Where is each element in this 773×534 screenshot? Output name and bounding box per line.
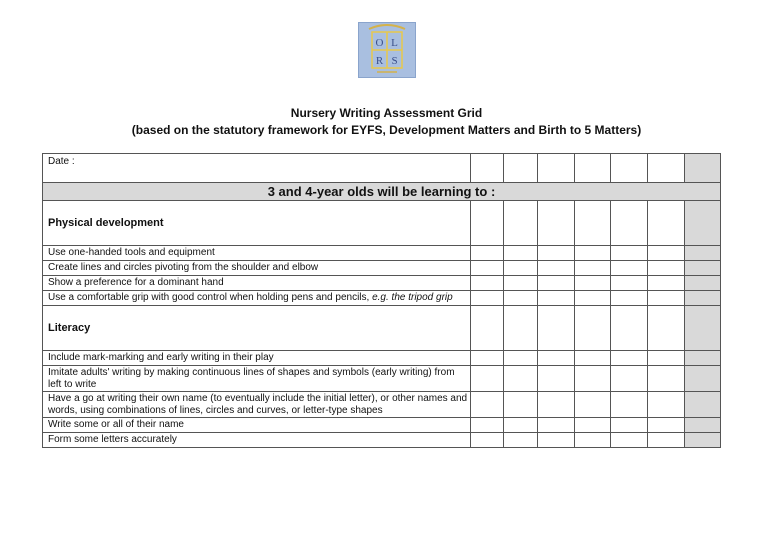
- assessment-cell[interactable]: [648, 291, 685, 306]
- assessment-cell[interactable]: [471, 351, 504, 366]
- criterion-text: Write some or all of their name: [43, 418, 471, 433]
- assessment-cell[interactable]: [611, 246, 648, 261]
- assessment-cell[interactable]: [575, 433, 611, 448]
- assessment-cell[interactable]: [471, 433, 504, 448]
- assessment-cell[interactable]: [471, 306, 504, 351]
- shaded-cell: [685, 306, 721, 351]
- assessment-cell[interactable]: [575, 201, 611, 246]
- shaded-cell: [685, 392, 721, 418]
- assessment-cell[interactable]: [538, 418, 575, 433]
- grid-heading: 3 and 4-year olds will be learning to :: [43, 183, 721, 201]
- school-logo: [358, 22, 416, 78]
- assessment-cell[interactable]: [611, 201, 648, 246]
- assessment-cell[interactable]: [471, 276, 504, 291]
- assessment-cell[interactable]: [538, 366, 575, 392]
- date-cell[interactable]: [504, 154, 538, 183]
- table-row: [43, 291, 721, 306]
- assessment-cell[interactable]: [538, 246, 575, 261]
- assessment-cell[interactable]: [648, 276, 685, 291]
- page-title: Nursery Writing Assessment Grid: [290, 106, 483, 120]
- shaded-cell: [685, 366, 721, 392]
- date-cell[interactable]: [611, 154, 648, 183]
- assessment-cell[interactable]: [648, 433, 685, 448]
- logo-crest-icon: [359, 23, 415, 77]
- table-row: [43, 351, 721, 366]
- logo-letter-l: L: [391, 37, 398, 49]
- table-row: [43, 246, 721, 261]
- shaded-cell: [685, 201, 721, 246]
- table-row: [43, 433, 721, 448]
- assessment-cell[interactable]: [538, 276, 575, 291]
- assessment-cell[interactable]: [538, 306, 575, 351]
- assessment-cell[interactable]: [611, 261, 648, 276]
- assessment-cell[interactable]: [575, 366, 611, 392]
- assessment-cell[interactable]: [504, 261, 538, 276]
- assessment-cell[interactable]: [471, 418, 504, 433]
- shaded-cell: [685, 418, 721, 433]
- assessment-cell[interactable]: [611, 351, 648, 366]
- assessment-cell[interactable]: [648, 366, 685, 392]
- criterion-text: Form some letters accurately: [43, 433, 471, 448]
- section-label: Physical development: [43, 201, 471, 246]
- assessment-cell[interactable]: [611, 433, 648, 448]
- shaded-cell: [685, 154, 721, 183]
- assessment-cell[interactable]: [611, 276, 648, 291]
- assessment-cell[interactable]: [648, 201, 685, 246]
- assessment-cell[interactable]: [575, 351, 611, 366]
- page-subtitle: (based on the statutory framework for EYFS, Development Matters and Birth to 5 Matters): [131, 123, 642, 137]
- table-row: [43, 418, 721, 433]
- assessment-cell[interactable]: [611, 392, 648, 418]
- logo-letter-s: S: [391, 55, 398, 67]
- assessment-cell[interactable]: [504, 246, 538, 261]
- shaded-cell: [685, 433, 721, 448]
- assessment-cell[interactable]: [575, 276, 611, 291]
- assessment-cell[interactable]: [504, 276, 538, 291]
- shaded-cell: [685, 291, 721, 306]
- assessment-cell[interactable]: [504, 433, 538, 448]
- assessment-cell[interactable]: [611, 418, 648, 433]
- assessment-cell[interactable]: [538, 261, 575, 276]
- assessment-cell[interactable]: [575, 392, 611, 418]
- shaded-cell: [685, 351, 721, 366]
- criterion-text: Have a go at writing their own name (to eventually include the initial letter), or other names and words, using combinations of lines, circles and curves, or letter-type shapes: [43, 392, 471, 418]
- assessment-cell[interactable]: [504, 306, 538, 351]
- date-cell[interactable]: [471, 154, 504, 183]
- criterion-main: Use a comfortable grip with good control when holding pens and pencils,: [48, 292, 373, 303]
- date-cell[interactable]: [575, 154, 611, 183]
- criterion-example: e.g. the tripod grip: [372, 292, 453, 303]
- assessment-cell[interactable]: [575, 418, 611, 433]
- assessment-cell[interactable]: [504, 291, 538, 306]
- logo-letter-r: R: [375, 55, 384, 67]
- assessment-cell[interactable]: [471, 366, 504, 392]
- assessment-cell[interactable]: [648, 306, 685, 351]
- section-row-literacy: [43, 306, 721, 351]
- section-row-physical: [43, 201, 721, 246]
- assessment-cell[interactable]: [471, 261, 504, 276]
- assessment-cell[interactable]: [648, 351, 685, 366]
- table-row: [43, 366, 721, 392]
- criterion-text: [43, 291, 471, 306]
- assessment-cell[interactable]: [648, 418, 685, 433]
- shaded-cell: [685, 261, 721, 276]
- assessment-cell[interactable]: [611, 306, 648, 351]
- assessment-cell[interactable]: [575, 261, 611, 276]
- assessment-cell[interactable]: [471, 291, 504, 306]
- assessment-cell[interactable]: [538, 291, 575, 306]
- assessment-cell[interactable]: [575, 291, 611, 306]
- assessment-cell[interactable]: [504, 366, 538, 392]
- assessment-cell[interactable]: [538, 433, 575, 448]
- assessment-cell[interactable]: [648, 246, 685, 261]
- assessment-cell[interactable]: [611, 366, 648, 392]
- assessment-cell[interactable]: [575, 246, 611, 261]
- date-row: [43, 154, 721, 183]
- shaded-cell: [685, 276, 721, 291]
- assessment-cell[interactable]: [504, 201, 538, 246]
- assessment-cell[interactable]: [471, 201, 504, 246]
- table-row: [43, 392, 721, 418]
- assessment-cell[interactable]: [648, 261, 685, 276]
- date-label: Date :: [43, 154, 471, 183]
- assessment-cell[interactable]: [471, 392, 504, 418]
- criterion-text: Include mark-marking and early writing in their play: [43, 351, 471, 366]
- assessment-cell[interactable]: [538, 201, 575, 246]
- assessment-cell[interactable]: [504, 351, 538, 366]
- logo-letter-o: O: [375, 37, 384, 49]
- assessment-cell[interactable]: [538, 392, 575, 418]
- criterion-text: Use one-handed tools and equipment: [43, 246, 471, 261]
- table-row: [43, 261, 721, 276]
- assessment-cell[interactable]: [611, 291, 648, 306]
- assessment-cell[interactable]: [575, 306, 611, 351]
- date-cell[interactable]: [648, 154, 685, 183]
- date-cell[interactable]: [538, 154, 575, 183]
- assessment-cell[interactable]: [504, 418, 538, 433]
- criterion-text: Create lines and circles pivoting from the shoulder and elbow: [43, 261, 471, 276]
- criterion-text: Imitate adults' writing by making continuous lines of shapes and symbols (early writing) from left to write: [43, 366, 471, 392]
- assessment-grid: [42, 153, 721, 448]
- assessment-cell[interactable]: [471, 246, 504, 261]
- heading-row: [43, 183, 721, 201]
- table-row: [43, 276, 721, 291]
- assessment-cell[interactable]: [538, 351, 575, 366]
- assessment-cell[interactable]: [648, 392, 685, 418]
- criterion-text: Show a preference for a dominant hand: [43, 276, 471, 291]
- assessment-cell[interactable]: [504, 392, 538, 418]
- shaded-cell: [685, 246, 721, 261]
- section-label: Literacy: [43, 306, 471, 351]
